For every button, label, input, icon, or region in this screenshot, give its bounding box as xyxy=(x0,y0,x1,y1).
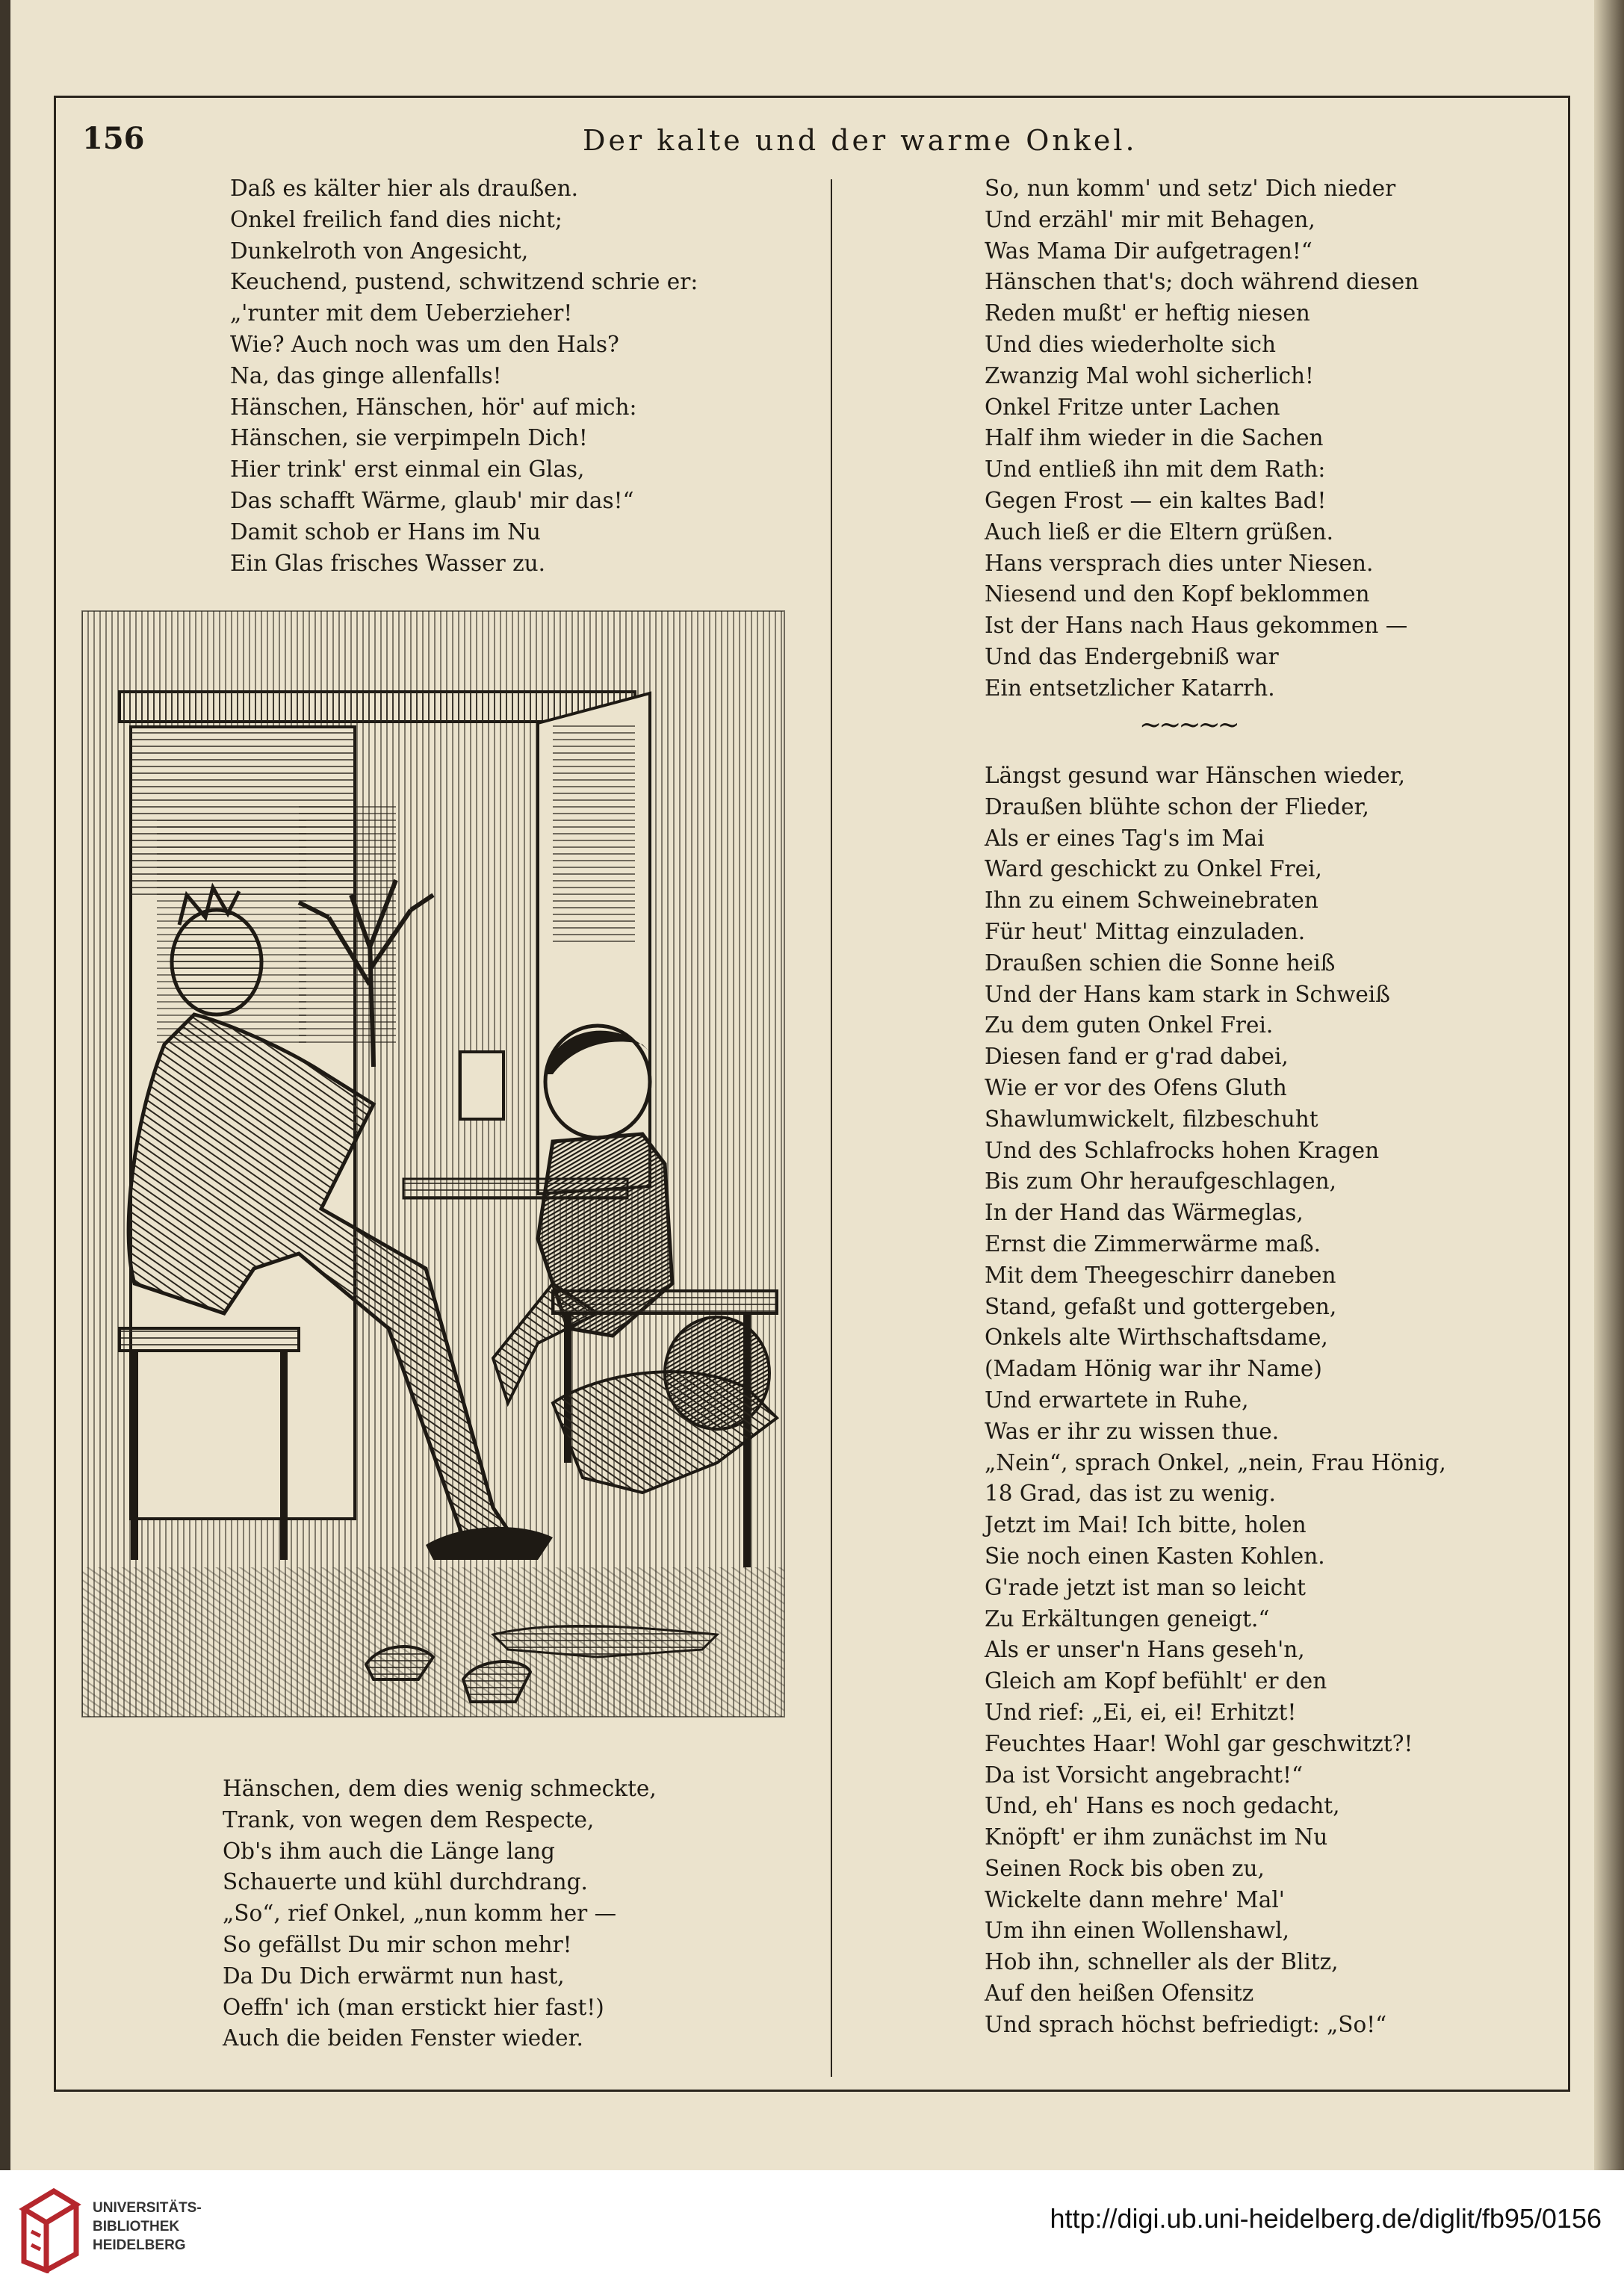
verse-line: Wie er vor des Ofens Gluth xyxy=(985,1074,1287,1100)
verse-line: G'rade jetzt ist man so leicht xyxy=(985,1574,1307,1600)
verse-line: Bis zum Ohr heraufgeschlagen, xyxy=(985,1168,1336,1195)
verse-block-right-2 xyxy=(985,761,1446,2041)
verse-line: Onkel freilich fand dies nicht; xyxy=(230,206,562,232)
verse-line: Und das Endergebniß war xyxy=(985,643,1279,669)
verse-line: Hänschen that's; doch während diesen xyxy=(985,269,1419,295)
verse-line: Diesen fand er g'rad dabei, xyxy=(985,1044,1289,1070)
scan-edge-right xyxy=(1594,0,1624,2170)
verse-line: Draußen schien die Sonne heiß xyxy=(985,950,1336,976)
verse-line: Sie noch einen Kasten Kohlen. xyxy=(985,1543,1325,1569)
verse-line: Und erzähl' mir mit Behagen, xyxy=(985,206,1315,232)
verse-line: Zu Erkältungen geneigt.“ xyxy=(985,1605,1270,1632)
verse-line: Längst gesund war Hänschen wieder, xyxy=(985,763,1406,788)
verse-line: Dunkelroth von Angesicht, xyxy=(230,238,529,264)
verse-line: Niesend und den Kopf beklommen xyxy=(985,581,1370,607)
ub-heidelberg-logo-icon xyxy=(16,2187,84,2273)
verse-line: Oeffn' ich (man erstickt hier fast!) xyxy=(223,1994,604,2020)
verse-block-left-bottom xyxy=(223,1774,657,2054)
verse-line: Half ihm wieder in die Sachen xyxy=(985,425,1324,451)
running-title: Der kalte und der warme Onkel. xyxy=(583,124,1138,157)
verse-line: Auf den heißen Ofensitz xyxy=(985,1980,1254,2007)
verse-line: „'runter mit dem Ueberzieher! xyxy=(230,300,573,326)
verse-line: So, nun komm' und setz' Dich nieder xyxy=(985,176,1396,201)
verse-line: Keuchend, pustend, schwitzend schrie er: xyxy=(230,269,698,295)
verse-line: Was Mama Dir aufgetragen!“ xyxy=(985,238,1312,264)
footer-bar xyxy=(0,2170,1624,2289)
verse-line: Draußen blühte schon der Flieder, xyxy=(985,793,1369,820)
verse-line: Ihn zu einem Schweinebraten xyxy=(985,888,1318,914)
verse-line: Stand, gefaßt und gottergeben, xyxy=(985,1293,1337,1319)
footer-institution-line: UNIVERSITÄTS- xyxy=(93,2200,202,2216)
section-ornament: ~~~~~ xyxy=(1139,710,1237,740)
verse-line: Da ist Vorsicht angebracht!“ xyxy=(985,1762,1304,1788)
verse-line: Reden mußt' er heftig niesen xyxy=(985,300,1310,326)
verse-line: 18 Grad, das ist zu wenig. xyxy=(985,1481,1276,1507)
verse-block-left-top xyxy=(230,173,698,579)
verse-line: Für heut' Mittag einzuladen. xyxy=(985,918,1306,944)
verse-line: Gleich am Kopf befühlt' er den xyxy=(985,1668,1327,1694)
verse-line: Jetzt im Mai! Ich bitte, holen xyxy=(985,1512,1307,1538)
verse-line: Da Du Dich erwärmt nun hast, xyxy=(223,1963,565,1989)
verse-line: Hob ihn, schneller als der Blitz, xyxy=(985,1949,1339,1975)
verse-line: Na, das ginge allenfalls! xyxy=(230,362,502,388)
verse-line: Und, eh' Hans es noch gedacht, xyxy=(985,1793,1340,1819)
verse-line: „Nein“, sprach Onkel, „nein, Frau Hönig, xyxy=(985,1449,1446,1475)
verse-line: Ernst die Zimmerwärme maß. xyxy=(985,1230,1321,1257)
verse-line: Schauerte und kühl durchdrang. xyxy=(223,1869,588,1895)
verse-line: Hans versprach dies unter Niesen. xyxy=(985,550,1374,576)
verse-line: Onkels alte Wirthschaftsdame, xyxy=(985,1325,1328,1351)
verse-block-right-1 xyxy=(985,173,1419,704)
verse-line: Hänschen, sie verpimpeln Dich! xyxy=(230,425,588,451)
verse-line: Zwanzig Mal wohl sicherlich! xyxy=(985,362,1314,388)
verse-line: „So“, rief Onkel, „nun komm her — xyxy=(223,1901,617,1927)
verse-line: Shawlumwickelt, filzbeschuht xyxy=(985,1106,1318,1132)
verse-line: Und entließ ihn mit dem Rath: xyxy=(985,456,1326,483)
verse-line: Und der Hans kam stark in Schweiß xyxy=(985,981,1390,1007)
verse-line: Hier trink' erst einmal ein Glas, xyxy=(230,456,585,483)
verse-line: Ist der Hans nach Haus gekommen — xyxy=(985,613,1408,639)
verse-line: Zu dem guten Onkel Frei. xyxy=(985,1012,1274,1038)
page-number: 156 xyxy=(82,121,145,156)
verse-line: Und sprach höchst befriedigt: „So!“ xyxy=(985,2011,1387,2037)
verse-line: Trank, von wegen dem Respecte, xyxy=(223,1806,595,1833)
verse-line: Was er ihr zu wissen thue. xyxy=(985,1418,1280,1444)
verse-line: Das schafft Wärme, glaub' mir das!“ xyxy=(230,487,634,513)
verse-line: Auch ließ er die Eltern grüßen. xyxy=(985,518,1333,545)
verse-line: In der Hand das Wärmeglas, xyxy=(985,1200,1304,1226)
verse-line: (Madam Hönig war ihr Name) xyxy=(985,1356,1322,1382)
footer-institution xyxy=(93,2199,202,2255)
verse-line: Seinen Rock bis oben zu, xyxy=(985,1855,1265,1881)
verse-line: Auch die beiden Fenster wieder. xyxy=(223,2025,583,2051)
verse-line: Daß es kälter hier als draußen. xyxy=(230,176,579,201)
woodcut-illustration xyxy=(75,596,792,1747)
verse-line: Und dies wiederholte sich xyxy=(985,331,1276,357)
verse-line: Wie? Auch noch was um den Hals? xyxy=(230,331,619,357)
verse-line: Mit dem Theegeschirr daneben xyxy=(985,1262,1336,1288)
verse-line: Als er eines Tag's im Mai xyxy=(985,825,1265,851)
verse-line: Ob's ihm auch die Länge lang xyxy=(223,1838,555,1864)
verse-line: Onkel Fritze unter Lachen xyxy=(985,394,1280,420)
column-divider xyxy=(831,179,832,2077)
verse-line: Um ihn einen Wollenshawl, xyxy=(985,1918,1289,1944)
scan-edge-left xyxy=(0,0,10,2170)
verse-line: So gefällst Du mir schon mehr! xyxy=(223,1931,572,1957)
verse-line: Und rief: „Ei, ei, ei! Erhitzt! xyxy=(985,1699,1297,1725)
verse-line: Hänschen, dem dies wenig schmeckte, xyxy=(223,1776,657,1801)
verse-line: Als er unser'n Hans geseh'n, xyxy=(985,1637,1305,1663)
verse-line: Knöpft' er ihm zunächst im Nu xyxy=(985,1824,1328,1850)
verse-line: Ein entsetzlicher Katarrh. xyxy=(985,675,1275,701)
footer-institution-line: BIBLIOTHEK xyxy=(93,2219,180,2234)
verse-line: Hänschen, Hänschen, hör' auf mich: xyxy=(230,394,637,420)
verse-line: Wickelte dann mehre' Mal' xyxy=(985,1886,1285,1912)
verse-line: Ein Glas frisches Wasser zu. xyxy=(230,550,546,576)
verse-line: Und erwartete in Ruhe, xyxy=(985,1387,1249,1413)
verse-line: Ward geschickt zu Onkel Frei, xyxy=(985,856,1322,882)
verse-line: Und des Schlafrocks hohen Kragen xyxy=(985,1137,1380,1163)
verse-line: Damit schob er Hans im Nu xyxy=(230,518,541,545)
footer-url-link[interactable]: http://digi.ub.uni-heidelberg.de/diglit/fb95/0156 xyxy=(1050,2203,1602,2234)
footer-institution-line: HEIDELBERG xyxy=(93,2237,186,2253)
verse-line: Feuchtes Haar! Wohl gar geschwitzt?! xyxy=(985,1730,1413,1756)
verse-line: Gegen Frost — ein kaltes Bad! xyxy=(985,487,1327,513)
